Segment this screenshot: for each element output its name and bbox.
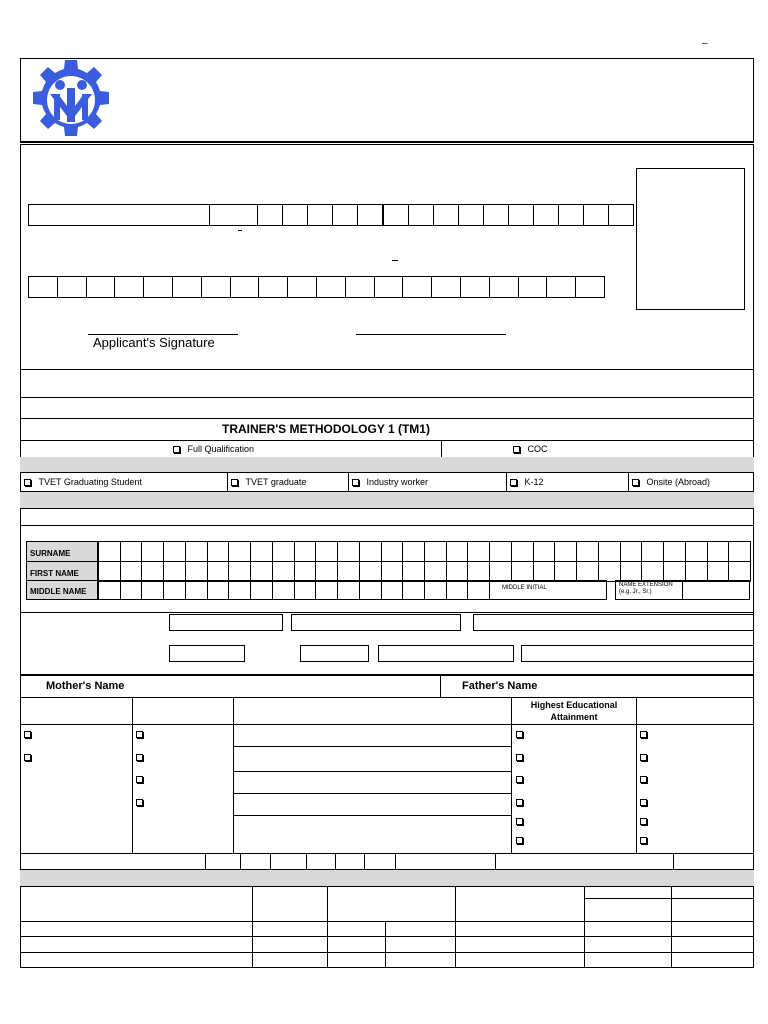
name-letter-cell[interactable] bbox=[315, 561, 338, 582]
name-letter-cell[interactable] bbox=[337, 561, 360, 582]
checkbox-icon[interactable] bbox=[231, 479, 238, 486]
name-letter-cell[interactable] bbox=[598, 561, 621, 582]
entry-date-cell[interactable] bbox=[258, 276, 288, 298]
name-letter-cell[interactable] bbox=[294, 541, 317, 562]
name-letter-cell[interactable] bbox=[228, 580, 251, 600]
uli-digit-cell[interactable] bbox=[533, 204, 559, 226]
name-letter-cell[interactable] bbox=[228, 541, 251, 562]
name-letter-cell[interactable] bbox=[511, 541, 534, 562]
name-letter-cell[interactable] bbox=[554, 561, 577, 582]
name-letter-cell[interactable] bbox=[554, 541, 577, 562]
checkbox-icon[interactable] bbox=[24, 731, 31, 738]
name-letter-cell[interactable] bbox=[381, 541, 404, 562]
uli-digit-cell[interactable] bbox=[558, 204, 584, 226]
name-letter-cell[interactable] bbox=[337, 580, 360, 600]
entry-date-cell[interactable] bbox=[230, 276, 260, 298]
father-name-label: Father's Name bbox=[462, 680, 538, 692]
middle-initial-label: MIDDLE INITIAL bbox=[502, 585, 547, 591]
program-title: TRAINER'S METHODOLOGY 1 (TM1) bbox=[222, 422, 430, 436]
entry-date-cell[interactable] bbox=[287, 276, 317, 298]
uli-digit-cell[interactable] bbox=[458, 204, 484, 226]
name-letter-cell[interactable] bbox=[489, 561, 512, 582]
checkbox-icon[interactable] bbox=[510, 479, 517, 486]
name-letter-cell[interactable] bbox=[489, 541, 512, 562]
name-letter-cell[interactable] bbox=[598, 541, 621, 562]
name-letter-cell[interactable] bbox=[98, 561, 121, 582]
name-letter-cell[interactable] bbox=[533, 541, 556, 562]
entry-date-cell[interactable] bbox=[143, 276, 173, 298]
name-letter-cell[interactable] bbox=[641, 561, 664, 582]
name-letter-cell[interactable] bbox=[446, 541, 469, 562]
client-type-option[interactable]: Onsite (Abroad) bbox=[632, 477, 710, 487]
name-letter-cell[interactable] bbox=[728, 561, 751, 582]
name-letter-cell[interactable] bbox=[381, 580, 404, 600]
entry-date-cell[interactable] bbox=[575, 276, 605, 298]
name-letter-cell[interactable] bbox=[663, 561, 686, 582]
name-letter-cell[interactable] bbox=[402, 541, 425, 562]
entry-date-cell[interactable] bbox=[172, 276, 202, 298]
name-letter-cell[interactable] bbox=[250, 580, 273, 600]
checkbox-icon[interactable] bbox=[136, 799, 143, 806]
name-extension-hint: (e.g. Jr., Sr.) bbox=[619, 589, 652, 595]
checkbox-icon[interactable] bbox=[513, 446, 520, 453]
entry-date-cell[interactable] bbox=[402, 276, 432, 298]
checkbox-icon[interactable] bbox=[640, 776, 647, 783]
name-letter-cell[interactable] bbox=[185, 541, 208, 562]
uli-digit-cell[interactable] bbox=[282, 204, 308, 226]
name-letter-cell[interactable] bbox=[120, 561, 143, 582]
educational-attainment-header: Highest Educational Attainment bbox=[530, 700, 618, 722]
entry-date-cell[interactable] bbox=[316, 276, 346, 298]
name-letter-cell[interactable] bbox=[620, 561, 643, 582]
name-letter-cell[interactable] bbox=[402, 580, 425, 600]
checkbox-icon[interactable] bbox=[640, 818, 647, 825]
name-letter-cell[interactable] bbox=[272, 561, 295, 582]
entry-date-cell[interactable] bbox=[460, 276, 490, 298]
entry-date-cell[interactable] bbox=[114, 276, 144, 298]
name-letter-cell[interactable] bbox=[185, 580, 208, 600]
uli-digit-cell[interactable] bbox=[433, 204, 459, 226]
client-type-option[interactable]: Industry worker bbox=[352, 477, 428, 487]
name-letter-cell[interactable] bbox=[250, 561, 273, 582]
entry-date-cell[interactable] bbox=[201, 276, 231, 298]
name-letter-cell[interactable] bbox=[207, 580, 230, 600]
checkbox-icon[interactable] bbox=[352, 479, 359, 486]
name-letter-cell[interactable] bbox=[402, 561, 425, 582]
name-letter-cell[interactable] bbox=[620, 541, 643, 562]
name-letter-cell[interactable] bbox=[120, 580, 143, 600]
name-letter-cell[interactable] bbox=[359, 541, 382, 562]
entry-date-cell[interactable] bbox=[431, 276, 461, 298]
entry-date-cell[interactable] bbox=[489, 276, 519, 298]
surname-label: SURNAME bbox=[30, 549, 71, 558]
name-letter-cell[interactable] bbox=[250, 541, 273, 562]
checkbox-icon[interactable] bbox=[173, 446, 180, 453]
coc-option[interactable]: COC bbox=[513, 444, 548, 454]
client-type-option[interactable]: TVET Graduating Student bbox=[24, 477, 142, 487]
name-letter-cell[interactable] bbox=[576, 561, 599, 582]
name-letter-cell[interactable] bbox=[685, 561, 708, 582]
middle-name-label: MIDDLE NAME bbox=[30, 587, 87, 596]
name-letter-cell[interactable] bbox=[294, 580, 317, 600]
name-letter-cell[interactable] bbox=[533, 561, 556, 582]
name-letter-cell[interactable] bbox=[728, 541, 751, 562]
entry-date-cell[interactable] bbox=[518, 276, 548, 298]
uli-digit-cell[interactable] bbox=[508, 204, 534, 226]
name-letter-cell[interactable] bbox=[576, 541, 599, 562]
name-letter-cell[interactable] bbox=[359, 580, 382, 600]
checkbox-icon[interactable] bbox=[516, 754, 523, 761]
gear-people-icon bbox=[28, 58, 114, 147]
name-letter-cell[interactable] bbox=[424, 541, 447, 562]
entry-date-cell[interactable] bbox=[345, 276, 375, 298]
checkbox-icon[interactable] bbox=[516, 776, 523, 783]
name-letter-cell[interactable] bbox=[446, 561, 469, 582]
name-letter-cell[interactable] bbox=[511, 561, 534, 582]
entry-date-cell[interactable] bbox=[374, 276, 404, 298]
name-letter-cell[interactable] bbox=[467, 541, 490, 562]
name-letter-cell[interactable] bbox=[424, 580, 447, 600]
header-box bbox=[20, 58, 754, 142]
name-letter-cell[interactable] bbox=[120, 541, 143, 562]
checkbox-icon[interactable] bbox=[136, 731, 143, 738]
name-letter-cell[interactable] bbox=[707, 541, 730, 562]
parents-row bbox=[20, 675, 754, 698]
entry-date-cell[interactable] bbox=[86, 276, 116, 298]
name-letter-cell[interactable] bbox=[163, 541, 186, 562]
checkbox-icon[interactable] bbox=[24, 754, 31, 761]
checkbox-icon[interactable] bbox=[640, 837, 647, 844]
checkbox-icon[interactable] bbox=[632, 479, 639, 486]
uli-digit-cell[interactable] bbox=[357, 204, 383, 226]
name-letter-cell[interactable] bbox=[141, 561, 164, 582]
name-letter-cell[interactable] bbox=[207, 561, 230, 582]
uli-digit-cell[interactable] bbox=[483, 204, 509, 226]
name-extension-cell[interactable] bbox=[682, 580, 750, 600]
name-letter-cell[interactable] bbox=[272, 541, 295, 562]
name-letter-cell[interactable] bbox=[98, 541, 121, 562]
checkbox-icon[interactable] bbox=[136, 754, 143, 761]
name-letter-cell[interactable] bbox=[315, 541, 338, 562]
name-letter-cell[interactable] bbox=[185, 561, 208, 582]
mother-name-label: Mother's Name bbox=[46, 680, 125, 692]
name-letter-cell[interactable] bbox=[467, 561, 490, 582]
uli-digit-cell[interactable] bbox=[608, 204, 634, 226]
name-extension-label: NAME EXTENSION bbox=[619, 582, 673, 588]
uli-digit-cell[interactable] bbox=[307, 204, 333, 226]
name-letter-cell[interactable] bbox=[446, 580, 469, 600]
name-letter-cell[interactable] bbox=[163, 561, 186, 582]
name-letter-cell[interactable] bbox=[707, 561, 730, 582]
uli-digit-cell[interactable] bbox=[408, 204, 434, 226]
uli-digit-cell[interactable] bbox=[383, 204, 409, 226]
name-letter-cell[interactable] bbox=[141, 580, 164, 600]
name-letter-cell[interactable] bbox=[381, 561, 404, 582]
name-letter-cell[interactable] bbox=[294, 561, 317, 582]
photo-box[interactable] bbox=[636, 168, 745, 310]
checkbox-icon[interactable] bbox=[516, 818, 523, 825]
name-letter-cell[interactable] bbox=[228, 561, 251, 582]
name-letter-cell[interactable] bbox=[424, 561, 447, 582]
header-dash: – bbox=[702, 38, 708, 49]
entry-date-cell[interactable] bbox=[57, 276, 87, 298]
uli-digit-cell[interactable] bbox=[257, 204, 283, 226]
checkbox-icon[interactable] bbox=[24, 479, 31, 486]
name-letter-cell[interactable] bbox=[641, 541, 664, 562]
checkbox-icon[interactable] bbox=[640, 799, 647, 806]
name-letter-cell[interactable] bbox=[685, 541, 708, 562]
signature-label: Applicant's Signature bbox=[93, 335, 215, 350]
checkbox-icon[interactable] bbox=[516, 799, 523, 806]
name-letter-cell[interactable] bbox=[141, 541, 164, 562]
checkbox-icon[interactable] bbox=[136, 776, 143, 783]
name-letter-cell[interactable] bbox=[663, 541, 686, 562]
entry-date-cell[interactable] bbox=[546, 276, 576, 298]
client-type-option[interactable]: K-12 bbox=[510, 477, 544, 487]
first-name-label: FIRST NAME bbox=[30, 569, 79, 578]
client-type-option[interactable]: TVET graduate bbox=[231, 477, 306, 487]
uli-digit-cell[interactable] bbox=[583, 204, 609, 226]
uli-digit-cell[interactable] bbox=[332, 204, 358, 226]
name-letter-cell[interactable] bbox=[272, 580, 295, 600]
checkbox-icon[interactable] bbox=[640, 731, 647, 738]
checkbox-icon[interactable] bbox=[640, 754, 647, 761]
name-letter-cell[interactable] bbox=[98, 580, 121, 600]
name-letter-cell[interactable] bbox=[359, 561, 382, 582]
name-letter-cell[interactable] bbox=[337, 541, 360, 562]
checkbox-icon[interactable] bbox=[516, 731, 523, 738]
name-letter-cell[interactable] bbox=[467, 580, 490, 600]
name-letter-cell[interactable] bbox=[163, 580, 186, 600]
full-qualification-option[interactable]: Full Qualification bbox=[173, 444, 254, 454]
entry-date-cell[interactable] bbox=[28, 276, 58, 298]
name-letter-cell[interactable] bbox=[315, 580, 338, 600]
name-letter-cell[interactable] bbox=[207, 541, 230, 562]
checkbox-icon[interactable] bbox=[516, 837, 523, 844]
uli-prefix-cell[interactable] bbox=[28, 204, 210, 226]
